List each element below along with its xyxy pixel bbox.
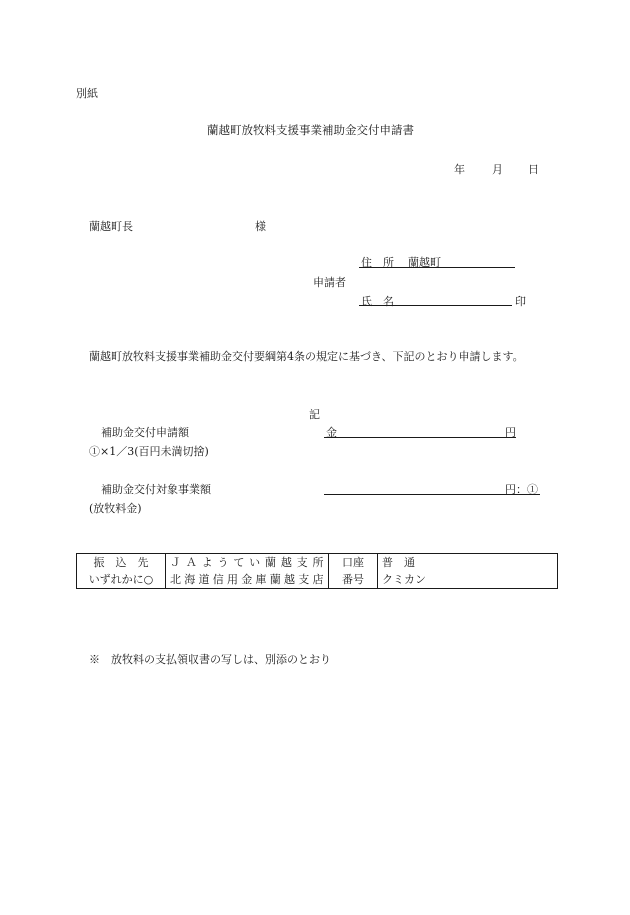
request-amount-kin: 金: [326, 426, 337, 439]
bank-transfer-table: [76, 553, 558, 589]
target-cost-suffix: 円：①: [505, 483, 538, 496]
attachment-label: 別紙: [76, 87, 98, 100]
date-day: 日: [528, 163, 539, 176]
body-text: 蘭越町放牧料支援事業補助金交付要綱第4条の規定に基づき、下記のとおり申請します。: [89, 350, 524, 363]
account-number-value: クミカン: [378, 571, 558, 589]
account-label-top: 口座: [329, 554, 378, 572]
table-row: [77, 571, 558, 589]
date-month: 月: [492, 163, 503, 176]
request-amount-underline: [324, 437, 516, 438]
bank-option-ja: ＪＡようてい蘭越支所: [166, 554, 329, 572]
addressee-mayor: 蘭越町長: [89, 220, 133, 233]
target-cost-label: 補助金交付対象事業額: [101, 483, 211, 496]
circle-one-instruction: いずれかに○: [77, 571, 166, 589]
request-amount-label: 補助金交付申請額: [101, 426, 189, 439]
request-amount-note: ①×1／3(百円未満切捨): [89, 445, 209, 458]
address-value: 蘭越町: [408, 256, 441, 269]
target-cost-note: (放牧料金): [89, 502, 142, 515]
document-title: 蘭越町放牧料支援事業補助金交付申請書: [207, 123, 414, 137]
transfer-destination-label: 振 込 先: [77, 554, 166, 572]
bank-option-shinkin: 北海道信用金庫蘭越支店: [166, 571, 329, 589]
table-row: [77, 554, 558, 572]
addressee-honorific: 様: [255, 220, 266, 233]
name-underline: [359, 305, 512, 306]
date-year: 年: [454, 163, 465, 176]
account-label-bottom: 番号: [329, 571, 378, 589]
applicant-role: 申請者: [313, 276, 346, 289]
ki-heading: 記: [309, 408, 320, 421]
address-label: 住 所: [361, 256, 394, 269]
seal-mark: 印: [515, 295, 526, 308]
address-underline: [359, 267, 515, 268]
footnote: ※ 放牧料の支払領収書の写しは、別添のとおり: [89, 653, 331, 666]
request-amount-yen: 円: [505, 426, 516, 439]
account-type-value: 普 通: [378, 554, 558, 572]
name-label: 氏 名: [361, 295, 394, 308]
